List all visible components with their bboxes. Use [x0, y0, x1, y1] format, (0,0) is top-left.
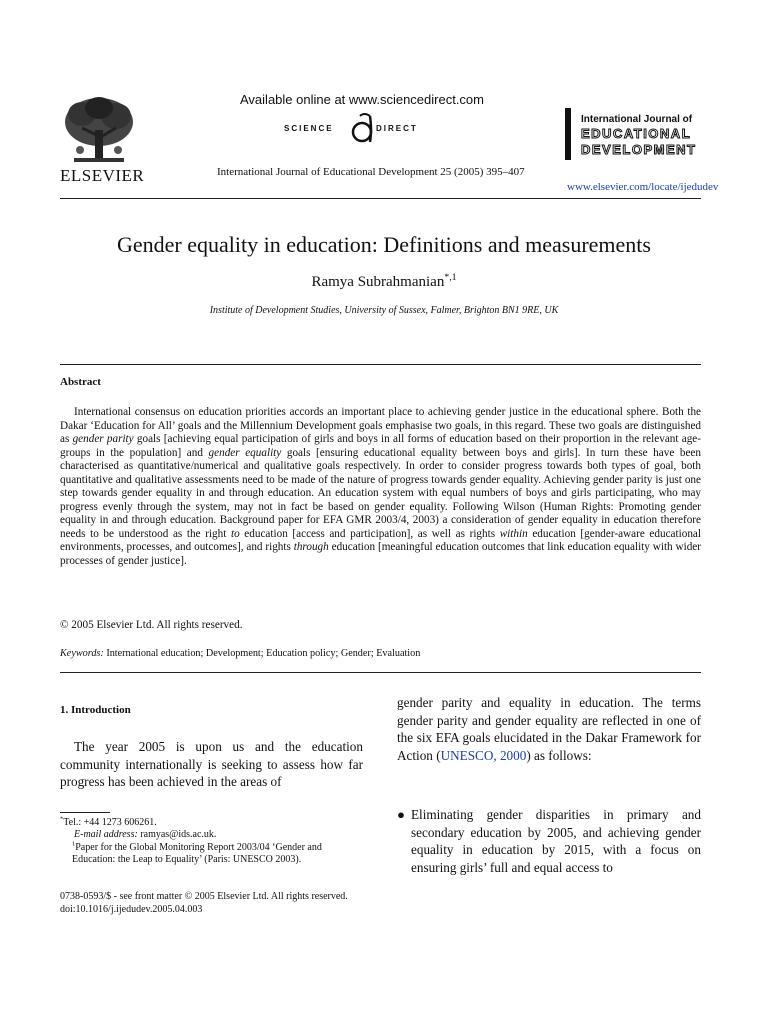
author-name: Ramya Subrahmanian — [311, 274, 445, 290]
footnotes — [60, 817, 365, 867]
footnote-email: E-mail address: ramyas@ids.ac.uk. — [74, 829, 217, 841]
abstract-heading: Abstract — [60, 376, 101, 388]
bullet-icon: ● — [397, 807, 405, 822]
front-matter-line: 0738-0593/$ - see front matter © 2005 Elsevier Ltd. All rights reserved. — [60, 891, 348, 902]
section-heading-introduction: 1. Introduction — [60, 704, 131, 716]
front-matter — [60, 890, 348, 916]
citation-link-unesco-2000[interactable]: UNESCO, 2000 — [440, 747, 527, 763]
sciencedirect-right-label: DIRECT — [376, 124, 418, 133]
author-line — [0, 274, 768, 291]
header-divider — [60, 198, 701, 199]
keywords — [60, 648, 420, 659]
journal-logo-bars-icon — [565, 108, 571, 160]
keywords-list: International education; Development; Education policy; Gender; Evaluation — [103, 648, 421, 659]
footnote-1: $^1$Paper for the Global Monitoring Report 2003/04 ‘Gender and Education: the Leap to Equality’ (Paris: UNESCO 2003). — [72, 840, 322, 866]
journal-name-line3: DEVELOPMENT — [581, 142, 697, 157]
doi-link[interactable]: doi:10.1016/j.ijedudev.2005.04.003 — [60, 904, 203, 915]
abstract-divider — [60, 364, 701, 365]
keywords-label: Keywords: — [60, 648, 104, 659]
available-online-text: Available online at www.sciencedirect.com — [240, 92, 484, 107]
keywords-divider — [60, 672, 701, 673]
introduction-paragraph: The year 2005 is upon us and the education community internationally is seeking to assess how far progress has been achieved in the areas of — [60, 739, 363, 789]
author-footnote-marks[interactable]: *,1 — [444, 272, 457, 283]
article-title: Gender equality in education: Definitions and measurements — [117, 232, 651, 257]
elsevier-tree-logo — [60, 92, 138, 177]
journal-name-line1: International Journal of — [581, 114, 693, 125]
bullet-text: Eliminating gender disparities in primary and secondary education by 2005, and achieving gender equality in education by 2015, with a focus on ensuring girls’ full and equal access to — [411, 807, 701, 875]
right-column-paragraph: gender parity and equality in education. The terms gender parity and gender equality are reflected in one of the six EFA goals elucidated in the Dakar Framework for Action (UNESCO, 2000) as follows: — [397, 695, 701, 763]
footnote-tel: *Tel.: +44 1273 606261. — [60, 815, 157, 828]
journal-name-line2: EDUCATIONAL — [581, 126, 692, 141]
footnote-divider — [60, 812, 110, 813]
sciencedirect-d-icon — [350, 112, 376, 146]
email-link[interactable]: ramyas@ids.ac.uk. — [137, 829, 217, 841]
author-affiliation: Institute of Development Studies, University of Sussex, Falmer, Brighton BN1 9RE, UK — [209, 305, 559, 316]
journal-citation: International Journal of Educational Development 25 (2005) 395–407 — [217, 166, 525, 178]
publisher-name: ELSEVIER — [60, 166, 145, 185]
abstract-copyright: © 2005 Elsevier Ltd. All rights reserved. — [60, 619, 243, 631]
sciencedirect-left-label: SCIENCE — [284, 124, 334, 133]
abstract-body: International consensus on education priorities accords an important place to achieving gender justice in the educational sphere. Both the Dakar ‘Education for All’ goals and the Millennium Development goals emphasise two goals, in this regard. These two goals are distinguished as gender parity goals [achieving equal participation of girls and boys in all forms of education based on their proportion in the relevant age-groups in the population] and gender equality goals [ensuring educational equality between boys and girls]. In turn these have been characterised as quantitative/numerical and qualitative goals respectively. In order to consider progress towards both types of goal, both quantitative and qualitative assessments need to be made of the nature of progress towards gender equality. Achieving gender parity is just one step towards gender equality in and through education. An education system with equal numbers of boys and girls participating, who may progress evenly through the system, may not in fact be based on gender equality. Following Wilson (Human Rights: Promoting gender equality in and through education. Background paper for EFA GMR 2003/4, 2003) a consideration of gender equality in education therefore needs to be understood as the right to education [access and participation], as well as rights within education [gender-aware educational environments, processes, and outcomes], and rights through education [meaningful education outcomes that link education equality with wider processes of gender justice]. — [60, 406, 701, 567]
journal-url-link[interactable]: www.elsevier.com/locate/ijedudev — [567, 181, 719, 193]
sciencedirect-logo[interactable] — [284, 112, 434, 146]
